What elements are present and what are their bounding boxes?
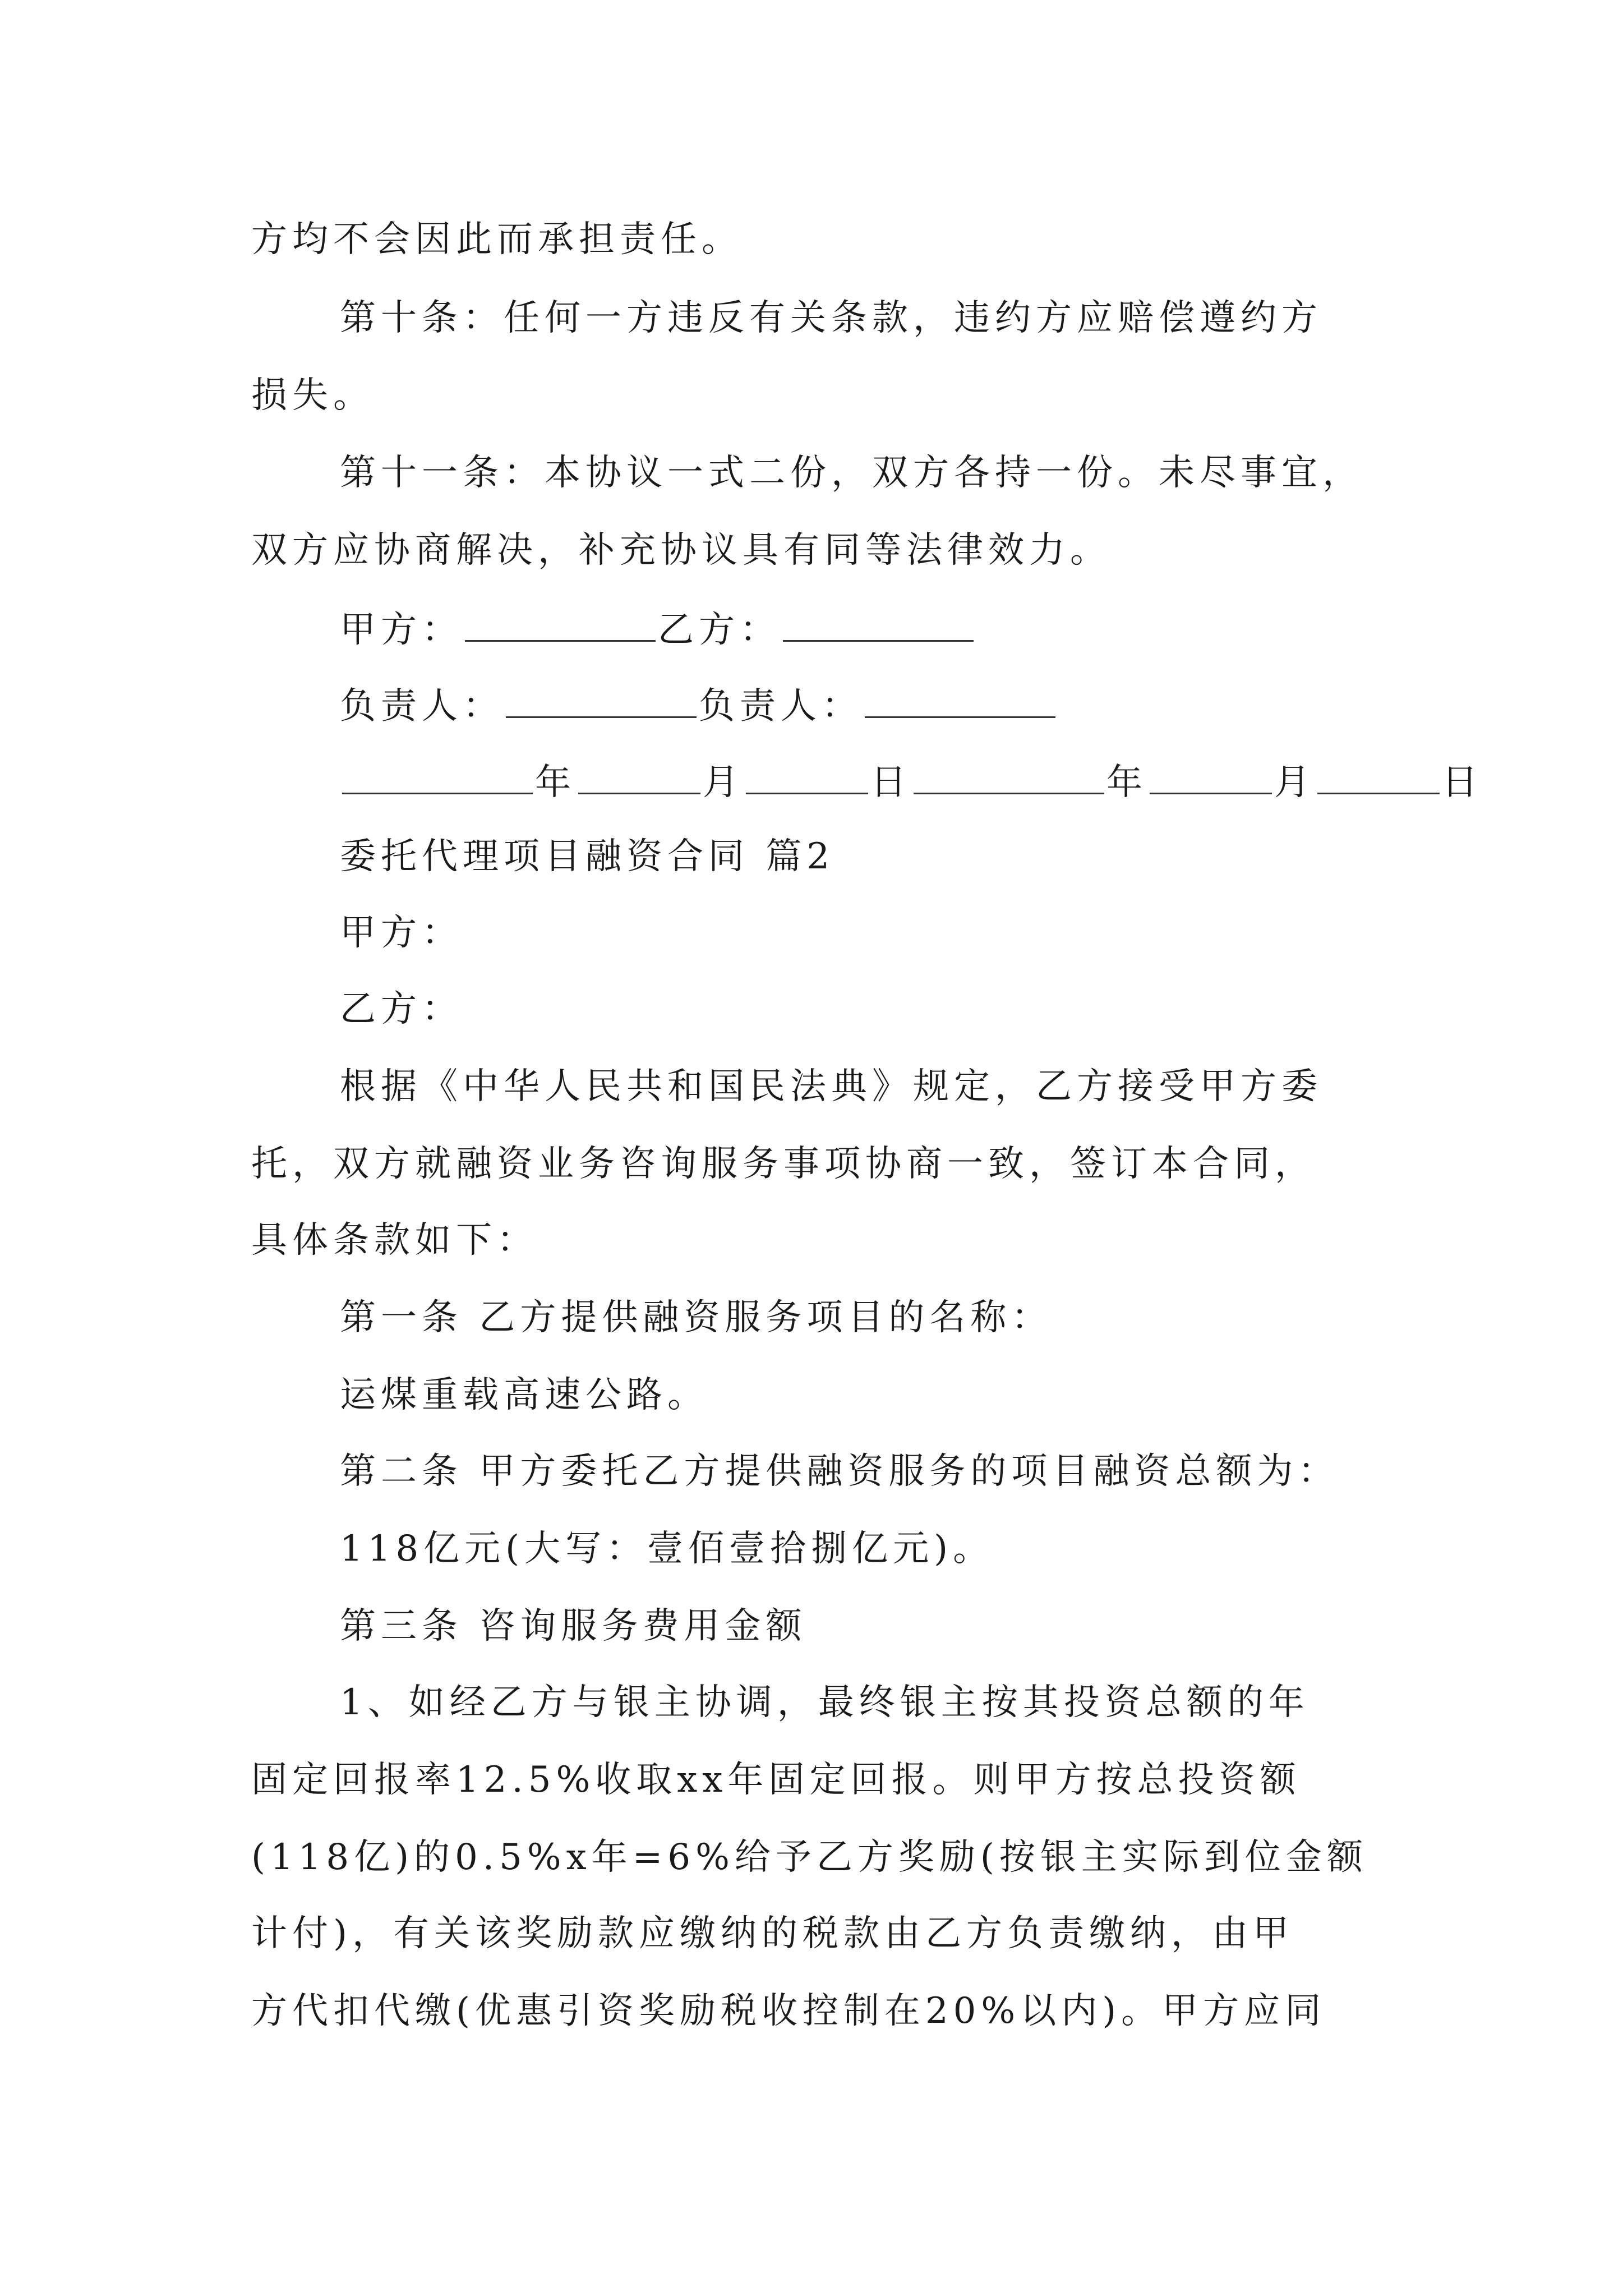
paragraph-line: 计付)，有关该奖励款应缴纳的税款由乙方负责缴纳，由甲 [251,1913,1294,1954]
date-b-year-blank [914,761,1104,794]
party-b-line: 乙方： [340,988,463,1030]
signature-party-row [340,609,976,651]
party-a-label: 甲方： [340,609,463,651]
signature-date-row [340,761,1483,803]
date-a-year-blank [342,761,533,794]
resp-a-label: 负责人： [340,685,504,727]
month-label: 月 [703,762,744,803]
paragraph-line: 固定回报率12.5%收取xx年固定回报。则甲方按总投资额 [251,1759,1301,1801]
party-a-line: 甲方： [340,912,463,954]
party-b-label: 乙方： [658,609,781,651]
paragraph-line: 托，双方就融资业务咨询服务事项协商一致，签订本合同， [251,1143,1316,1185]
paragraph-line: 方均不会因此而承担责任。 [251,219,743,260]
year-label: 年 [1106,762,1147,803]
party-b-blank [783,609,974,642]
paragraph-line: 方代扣代缴(优惠引资奖励税收控制在20%以内)。甲方应同 [251,1990,1326,2032]
date-a-day-blank [746,761,868,794]
month-label: 月 [1274,762,1315,803]
party-a-blank [465,609,656,642]
paragraph-line: 双方应协商解决，补充协议具有同等法律效力。 [251,530,1111,571]
paragraph-line: 第一条 乙方提供融资服务项目的名称： [340,1297,1053,1338]
date-b-month-blank [1150,761,1272,794]
paragraph-line: 1、如经乙方与银主协调，最终银主按其投资总额的年 [340,1682,1310,1723]
date-b-day-blank [1317,761,1440,794]
day-label: 日 [1442,762,1483,803]
paragraph-line: 第三条 咨询服务费用金额 [340,1605,807,1647]
paragraph-line: 运煤重载高速公路。 [340,1374,708,1416]
paragraph-line: 具体条款如下： [251,1220,538,1261]
paragraph-line: 118亿元(大写：壹佰壹拾捌亿元)。 [340,1528,994,1570]
resp-b-label: 负责人： [699,685,863,727]
resp-a-blank [506,685,697,718]
section-title: 委托代理项目融资合同 篇2 [340,836,835,877]
paragraph-line: 根据《中华人民共和国民法典》规定，乙方接受甲方委 [340,1066,1322,1107]
paragraph-line: 第十一条：本协议一式二份，双方各持一份。未尽事宜， [340,452,1363,494]
paragraph-line: 损失。 [251,375,374,416]
paragraph-line: 第十条：任何一方违反有关条款，违约方应赔偿遵约方 [340,297,1322,339]
year-label: 年 [535,762,576,803]
paragraph-line: 第二条 甲方委托乙方提供融资服务的项目融资总额为： [340,1451,1339,1492]
resp-b-blank [865,685,1055,718]
day-label: 日 [870,762,911,803]
paragraph-line: (118亿)的0.5%x年=6%给予乙方奖励(按银主实际到位金额 [251,1837,1368,1878]
date-a-month-blank [578,761,700,794]
signature-responsible-row [340,685,1058,727]
